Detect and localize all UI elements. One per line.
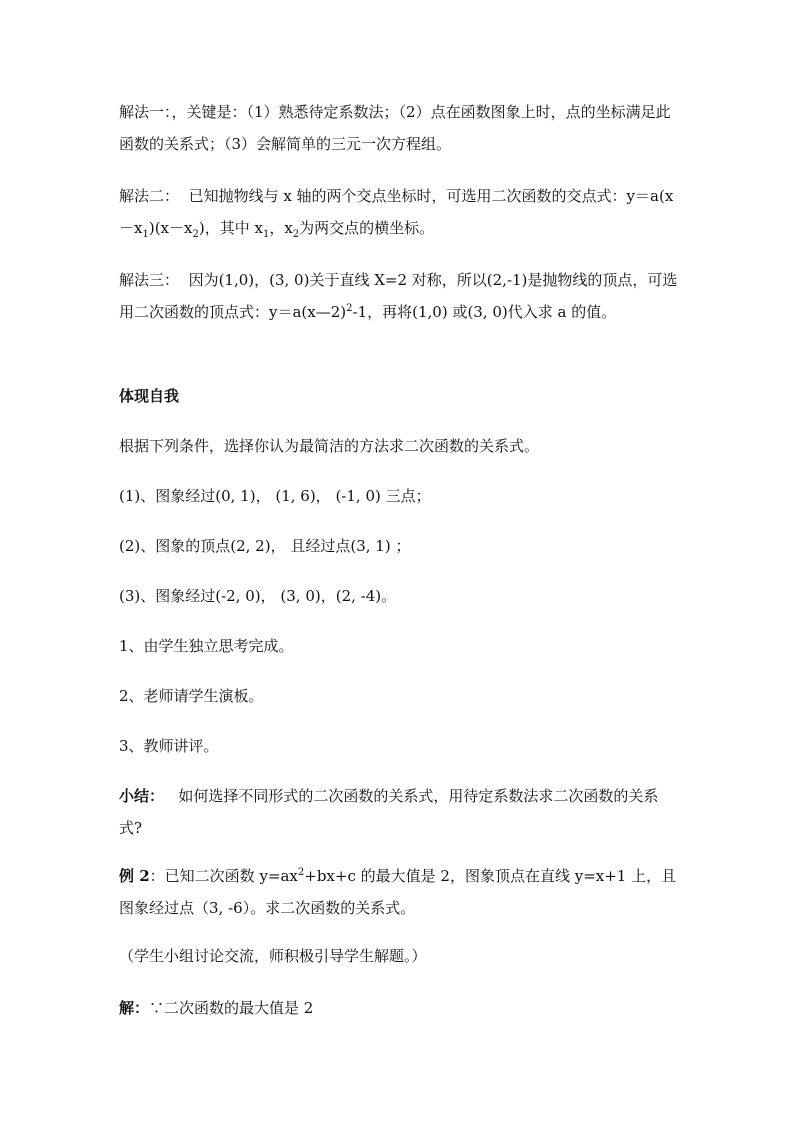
step-item: 1、由学生独立思考完成。 [119,637,294,655]
intro-text: 根据下列条件，选择你认为最简洁的方法求二次函数的关系式。 [119,437,540,455]
example2-label: 例 2 [119,867,150,885]
example2-paragraph: 例 2：已知二次函数 $y=ax^2+bx+c$ 的最大值是 2，图象顶点在直线 y=x+1 上，且图象经过点（3, -6）。求二次函数的关系式。 [119,867,677,917]
method1-label: 解法一： [119,103,172,121]
discussion-note: （学生小组讨论交流，师积极引导学生解题。） [119,947,427,965]
method3-label: 解法三： [119,271,180,289]
method2-paragraph: 解法二： 已知抛物线与 x 轴的两个交点坐标时，可选用二次函数的交点式：$y=a(x-x_1)(x-x_2)$，其中 $x_1$，$x_2$为两交点的横坐标。 [119,187,674,240]
condition-item: (2)、图象的顶点(2, 2)， 且经过点(3, 1) ； [119,537,411,555]
method3-paragraph: 解法三： 因为(1,0)，(3, 0)关于直线 X=2 对称，所以(2,-1)是抛物线的顶点，可选用二次函数的顶点式：y＝a(x—2)$^2$-1，再将(1,0) 或(3, 0)代入求 a 的值。 [119,271,678,321]
step-item: 3、教师讲评。 [119,737,219,755]
summary-label: 小结： [119,787,165,805]
summary-paragraph [119,780,679,844]
method2-label: 解法二： [119,187,180,205]
section-title: 体现自我 [119,387,180,405]
condition-item: (3)、图象经过(-2, 0)， (3, 0)，(2, -4)。 [119,587,397,605]
method1-text: ，关键是：（1）熟悉待定系数法；（2）点在函数图象上时，点的坐标满足此函数的关系式；（3）会解简单的三元一次方程组。 [119,103,671,153]
solution-paragraph [119,992,679,1024]
solution-text: ∵二次函数的最大值是 2 [149,999,314,1017]
summary-text: 如何选择不同形式的二次函数的关系式，用待定系数法求二次函数的关系式? [119,787,659,837]
solution-label: 解： [119,999,150,1017]
step-item: 2、老师请学生演板。 [119,687,264,705]
method1-paragraph [119,96,679,160]
condition-item: (1)、图象经过(0, 1)， (1, 6)， (-1, 0) 三点； [119,487,431,505]
